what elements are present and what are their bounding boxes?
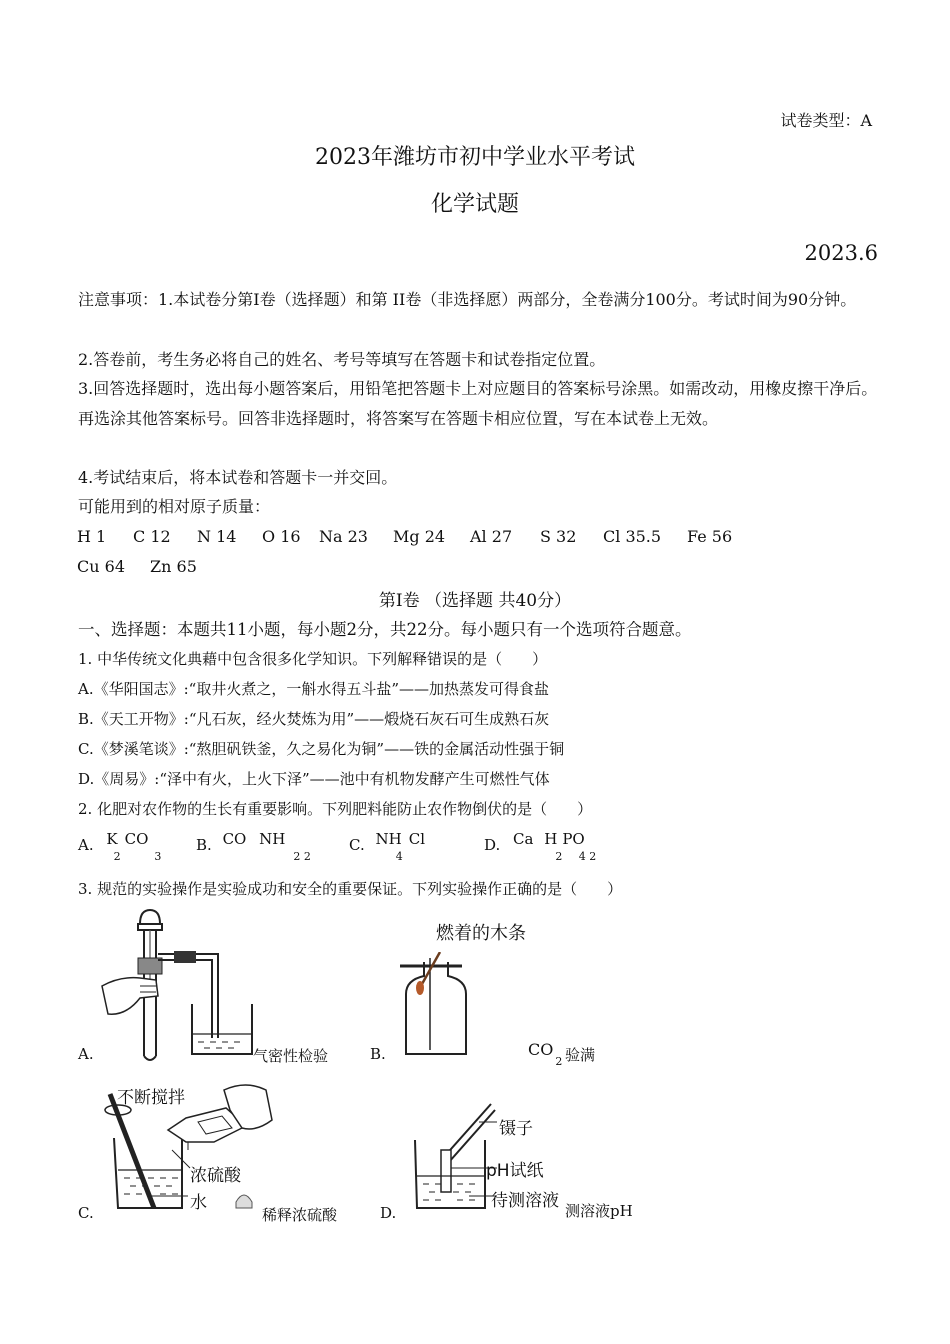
water-label: 水 bbox=[190, 1193, 207, 1213]
co2-full-check-diagram bbox=[392, 952, 482, 1062]
ph-paper-label: pH试纸 bbox=[486, 1161, 544, 1181]
exam-title: 2023年潍坊市初中学业水平考试 bbox=[315, 145, 635, 170]
formula-part: Ca bbox=[513, 830, 534, 848]
note-1: 注意事项：1.本试卷分第Ⅰ卷（选择题）和第 II卷（非选择愿）两部分，全卷满分100分。考试时间为90分钟。 bbox=[78, 290, 857, 309]
formula-part: CO bbox=[222, 830, 247, 848]
option-prefix: B. bbox=[196, 836, 212, 854]
question-1-option-d: D.《周易》:“泽中有火，上火下泽”——池中有机物发酵产生可燃性气体 bbox=[78, 770, 550, 788]
exam-date: 2023.6 bbox=[804, 241, 878, 265]
option-prefix: A. bbox=[78, 836, 94, 854]
atomic-mass: Cu 64 bbox=[77, 557, 125, 576]
formula-part: NH bbox=[259, 830, 286, 848]
question-3-option-a-label: A. bbox=[78, 1045, 94, 1063]
question-3-option-d-caption: 测溶液pH bbox=[565, 1202, 633, 1220]
atomic-mass: C 12 bbox=[133, 527, 171, 546]
atomic-mass: S 32 bbox=[540, 527, 577, 546]
question-3-stem: 3. 规范的实验操作是实验成功和安全的重要保证。下列实验操作正确的是（ ） bbox=[78, 880, 623, 898]
formula-part: Cl bbox=[408, 830, 425, 848]
note-4: 4.考试结束后，将本试卷和答题卡一并交回。 bbox=[78, 468, 398, 487]
formula-subscript: 2 2 bbox=[293, 850, 311, 863]
atomic-mass-title: 可能用到的相对原子质量： bbox=[78, 497, 271, 516]
question-2-option-a bbox=[78, 830, 162, 863]
atomic-mass: H 1 bbox=[77, 527, 107, 546]
question-3-option-d-label: D. bbox=[380, 1204, 397, 1222]
paper-type: 试卷类型：A bbox=[780, 111, 872, 130]
atomic-mass: Mg 24 bbox=[393, 527, 446, 546]
question-3-option-b-caption: 验满 bbox=[565, 1046, 596, 1064]
tweezers-label: 镊子 bbox=[499, 1119, 533, 1139]
section-instruction: 一、选择题：本题共11小题，每小题2分，共22分。每小题只有一个选项符合题意。 bbox=[78, 620, 692, 639]
option-prefix: C. bbox=[349, 836, 365, 854]
atomic-mass: O 16 bbox=[262, 527, 301, 546]
formula-subscript: 2 bbox=[555, 850, 563, 863]
formula-part: PO bbox=[562, 830, 585, 848]
atomic-mass: Al 27 bbox=[470, 527, 513, 546]
question-3-option-c-caption: 稀释浓硫酸 bbox=[262, 1206, 338, 1224]
subject-title: 化学试题 bbox=[430, 192, 519, 217]
question-2-stem: 2. 化肥对农作物的生长有重要影响。下列肥料能防止农作物倒伏的是（ ） bbox=[78, 800, 593, 818]
question-2-option-d bbox=[484, 830, 597, 863]
stir-label: 不断搅拌 bbox=[117, 1088, 185, 1108]
burning-stick-label: 燃着的木条 bbox=[436, 923, 526, 944]
atomic-mass: Fe 56 bbox=[687, 527, 733, 546]
note-3: 3.回答选择题时，选出每小题答案后，用铅笔把答题卡上对应题目的答案标号涂黑。如需改动，用橡皮擦干净后。再选涂其他答案标号。回答非选择题时，将答案写在答题卡相应位置，写在本试卷上无效。 bbox=[78, 379, 878, 428]
formula-part: K bbox=[106, 830, 118, 848]
formula-part: CO bbox=[528, 1040, 554, 1059]
co2-formula bbox=[528, 1040, 563, 1068]
question-2-option-c bbox=[349, 830, 425, 863]
question-1-stem: 1. 中华传统文化典藉中包含很多化学知识。下列解释错误的是（ ） bbox=[78, 650, 548, 668]
question-1-option-c: C.《梦溪笔谈》:“熬胆矾铁釜，久之易化为铜”——铁的金属活动性强于铜 bbox=[78, 740, 565, 758]
acid-label: 浓硫酸 bbox=[190, 1166, 241, 1186]
section-title: 第Ⅰ卷 （选择题 共40分） bbox=[378, 591, 572, 611]
formula-subscript: 2 bbox=[113, 850, 121, 863]
atomic-mass: N 14 bbox=[197, 527, 237, 546]
question-1-option-b: B.《天工开物》:“凡石灰，经火焚炼为用”——煅烧石灰石可生成熟石灰 bbox=[78, 710, 550, 728]
formula-subscript: 4 bbox=[395, 850, 403, 863]
atomic-mass: Cl 35.5 bbox=[603, 527, 662, 546]
airtightness-check-diagram bbox=[100, 906, 260, 1064]
question-3-option-a-caption: 气密性检验 bbox=[253, 1047, 329, 1065]
question-2-option-b bbox=[196, 830, 311, 863]
atomic-mass: Zn 65 bbox=[150, 557, 197, 576]
option-prefix: D. bbox=[484, 836, 501, 854]
formula-subscript: 3 bbox=[154, 850, 162, 863]
question-3-option-c-label: C. bbox=[78, 1204, 94, 1222]
question-1-option-a: A.《华阳国志》:“取井火煮之，一斛水得五斗盐”——加热蒸发可得食盐 bbox=[78, 680, 549, 698]
formula-part: NH bbox=[375, 830, 402, 848]
note-2: 2.答卷前，考生务必将自己的姓名、考号等填写在答题卡和试卷指定位置。 bbox=[78, 350, 606, 369]
dilute-acid-diagram bbox=[96, 1080, 286, 1220]
formula-subscript: 4 2 bbox=[578, 850, 597, 863]
formula-part: CO bbox=[124, 830, 149, 848]
formula-part: H bbox=[544, 830, 558, 848]
formula-subscript: 2 bbox=[555, 1055, 563, 1068]
question-3-option-b-label: B. bbox=[370, 1045, 386, 1063]
solution-label: 待测溶液 bbox=[491, 1191, 559, 1211]
atomic-mass: Na 23 bbox=[319, 527, 368, 546]
